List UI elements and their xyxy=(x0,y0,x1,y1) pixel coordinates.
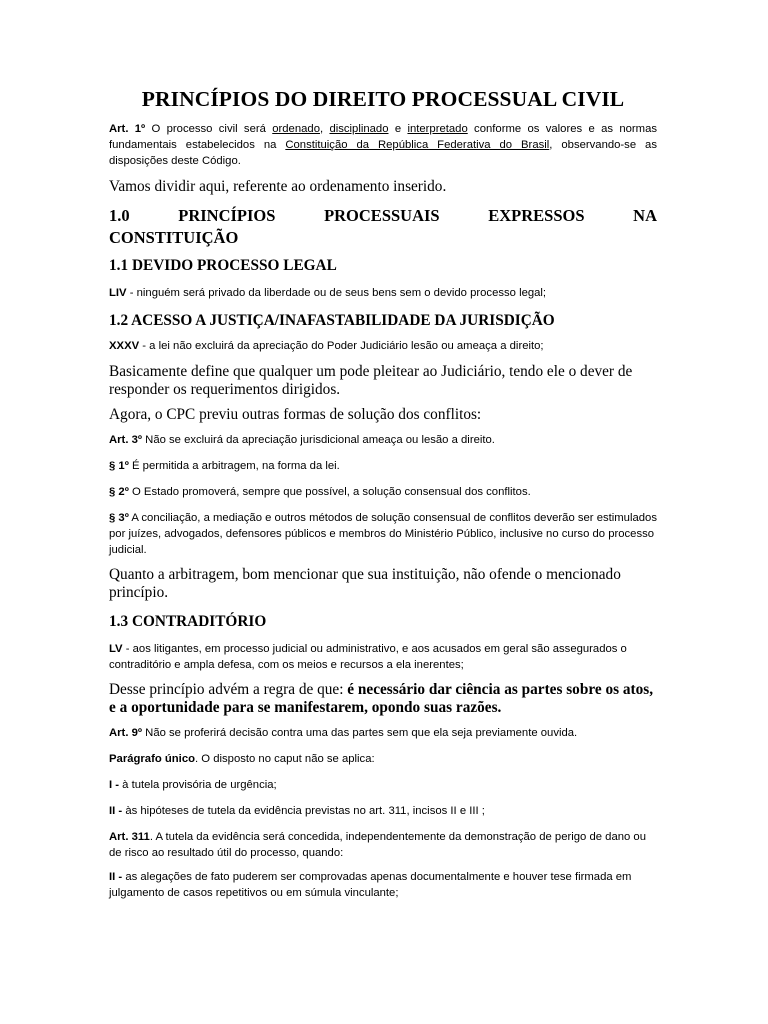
art3-label: Art. 3º xyxy=(109,434,143,446)
section-1-3-heading: 1.3 CONTRADITÓRIO xyxy=(109,613,267,630)
section-1-heading-line2: CONSTITUIÇÃO xyxy=(109,228,239,247)
art311-inciso-ii-text: as alegações de fato puderem ser comprovadas apenas documentalmente e houver tese firmada em julgamento de casos repetitivos ou em súmula vinculante; xyxy=(109,871,632,899)
art1-paragraph xyxy=(109,121,657,169)
section-1-heading-line1 xyxy=(109,205,657,227)
intro-paragraph: Vamos dividir aqui, referente ao ordenamento inserido. xyxy=(109,178,447,195)
art311-inciso-ii-label: II - xyxy=(109,871,123,883)
paragrafo-unico-label: Parágrafo único xyxy=(109,753,196,765)
art1-label: Art. 1º xyxy=(109,123,146,135)
art3-p3-text: A conciliação, a mediação e outros métodos de solução consensual de conflitos deverão ser estimulados por juízes, advogados, defensores públicos e membros do Ministério Público, inclusive no curso do processo judicial. xyxy=(109,512,657,556)
s12-para3: Quanto a arbitragem, bom mencionar que sua instituição, não ofende o mencionado princípio. xyxy=(109,566,621,601)
art3-p3-paragraph xyxy=(109,510,657,558)
art9-label: Art. 9º xyxy=(109,727,143,739)
lv-paragraph xyxy=(109,641,657,673)
s13-para1-bold: é necessário dar ciência as partes sobre os atos, e a oportunidade para se manifestarem, opondo suas razões. xyxy=(109,681,654,716)
art9-paragraph xyxy=(109,725,657,741)
art1-text-3: e xyxy=(388,123,408,135)
liv-paragraph xyxy=(109,285,657,301)
document-page xyxy=(109,86,657,901)
art3-p1-text: É permitida a arbitragem, na forma da lei. xyxy=(128,460,340,472)
inciso-i-paragraph xyxy=(109,777,657,793)
art311-label: Art. 311 xyxy=(109,831,150,843)
art3-p1-label: § 1º xyxy=(109,460,129,472)
art1-text-1: O processo civil será xyxy=(145,123,273,135)
inciso-i-text: à tutela provisória de urgência; xyxy=(119,779,277,791)
s12-para2: Agora, o CPC previu outras formas de solução dos conflitos: xyxy=(109,406,482,423)
art1-underline-ordenado: ordenado xyxy=(272,123,320,135)
xxxv-paragraph xyxy=(109,338,657,354)
s13-para1 xyxy=(109,681,657,717)
section-1-word-na: NA xyxy=(633,206,657,225)
section-1-word-processuais: PROCESSUAIS xyxy=(324,206,440,225)
section-1-word-expressos: EXPRESSOS xyxy=(488,206,585,225)
inciso-ii-paragraph xyxy=(109,803,657,819)
art311-inciso-ii-paragraph xyxy=(109,869,657,901)
inciso-i-label: I - xyxy=(109,779,120,791)
xxxv-text: - a lei não excluirá da apreciação do Poder Judiciário lesão ou ameaça a direito; xyxy=(139,340,544,352)
liv-text: - ninguém será privado da liberdade ou de seus bens sem o devido processo legal; xyxy=(126,287,547,299)
section-1-word-principios: PRINCÍPIOS xyxy=(178,206,276,225)
inciso-ii-text: às hipóteses de tutela da evidência previstas no art. 311, incisos II e III ; xyxy=(122,805,485,817)
art3-text: Não se excluirá da apreciação jurisdicional ameaça ou lesão a direito. xyxy=(142,434,495,446)
art1-text-5: , observando-se as disposições deste Código. xyxy=(109,139,657,167)
art1-underline-disciplinado: disciplinado xyxy=(329,123,389,135)
section-1-2-heading: 1.2 ACESSO A JUSTIÇA/INAFASTABILIDADE DA JURISDIÇÃO xyxy=(109,312,555,329)
paragrafo-unico-paragraph xyxy=(109,751,657,767)
art3-p3-label: § 3º xyxy=(109,512,129,524)
paragrafo-unico-text: . O disposto no caput não se aplica: xyxy=(195,753,375,765)
lv-label: LV xyxy=(109,643,123,655)
art3-p1-paragraph xyxy=(109,458,657,474)
section-1-heading xyxy=(109,205,657,249)
document-title: PRINCÍPIOS DO DIREITO PROCESSUAL CIVIL xyxy=(141,87,625,111)
art1-underline-interpretado: interpretado xyxy=(407,123,468,135)
art3-p2-text: O Estado promoverá, sempre que possível, a solução consensual dos conflitos. xyxy=(128,486,531,498)
s13-para1-plain: Desse princípio advém a regra de que: xyxy=(109,681,348,698)
lv-text: - aos litigantes, em processo judicial ou administrativo, e aos acusados em geral são assegurados o contraditório e ampla defesa, com os meios e recursos a ela inerentes; xyxy=(109,643,627,671)
art3-paragraph xyxy=(109,432,657,448)
art3-p2-paragraph xyxy=(109,484,657,500)
art1-text-4: conforme os valores e as normas fundamentais estabelecidos na xyxy=(109,123,657,151)
art311-paragraph xyxy=(109,829,657,861)
s12-para1: Basicamente define que qualquer um pode pleitear ao Judiciário, tendo ele o dever de responder os requerimentos dirigidos. xyxy=(109,363,633,398)
art3-p2-label: § 2º xyxy=(109,486,129,498)
section-1-1-heading: 1.1 DEVIDO PROCESSO LEGAL xyxy=(109,257,337,274)
art311-text: . A tutela da evidência será concedida, independentemente da demonstração de perigo de dano ou de risco ao resultado útil do processo, quando: xyxy=(109,831,647,859)
art1-underline-constituicao: Constituição da República Federativa do Brasil xyxy=(285,139,550,151)
art1-text-2: , xyxy=(319,123,330,135)
section-1-number: 1.0 xyxy=(109,206,130,225)
inciso-ii-label: II - xyxy=(109,805,123,817)
art9-text: Não se proferirá decisão contra uma das partes sem que ela seja previamente ouvida. xyxy=(142,727,578,739)
liv-label: LIV xyxy=(109,287,127,299)
xxxv-label: XXXV xyxy=(109,340,140,352)
